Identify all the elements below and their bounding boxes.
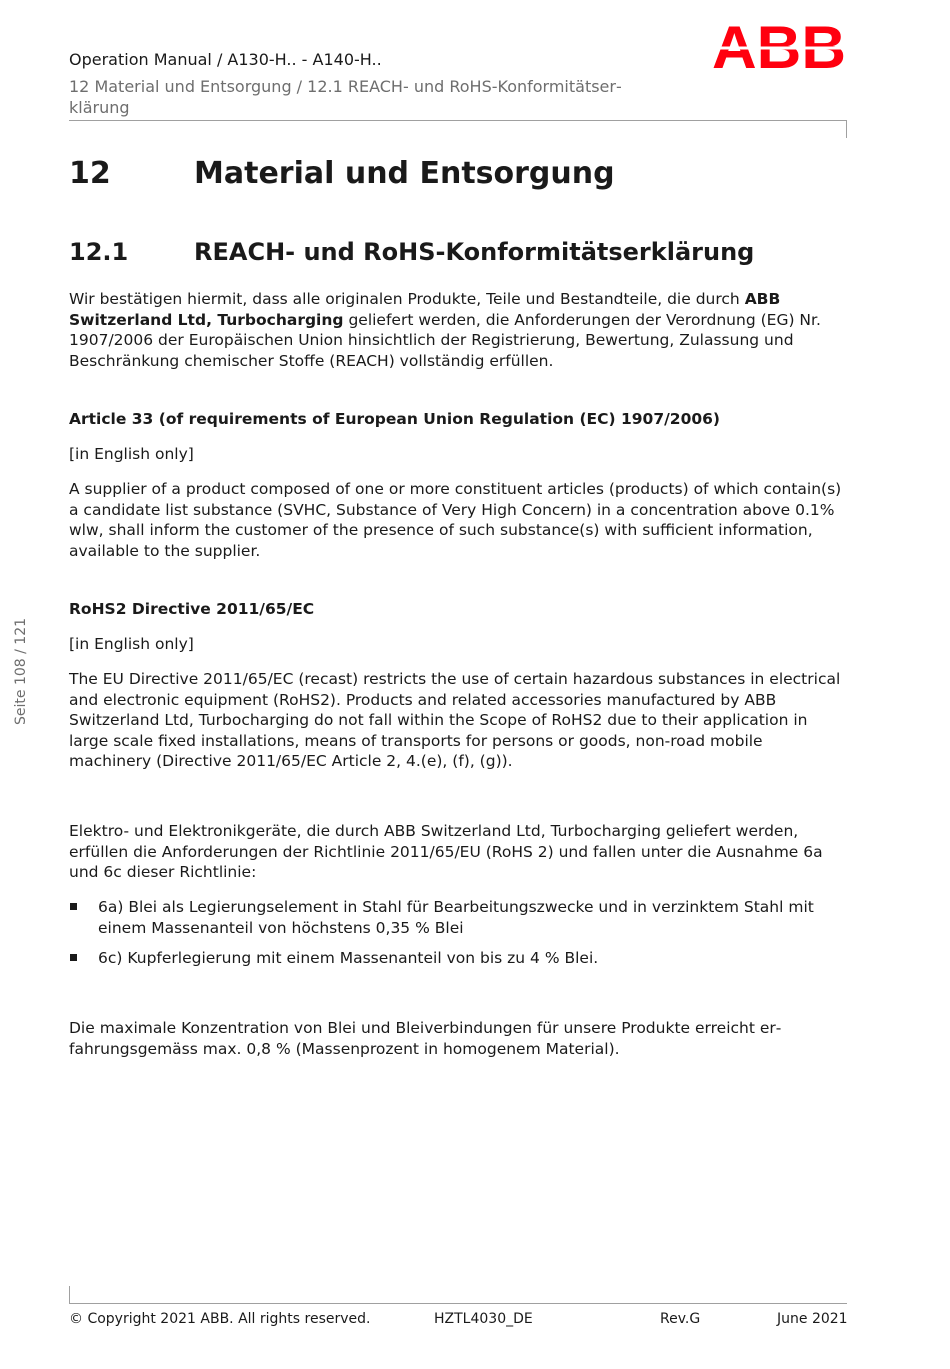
rohs-paragraph: The EU Directive 2011/65/EC (recast) restricts the use of certain hazardous substances in electrical and electronic equipment (RoHS2). Products and related accessories manufactured by ABB Switzerland Ltd, Turbocharging do not fall within the Scope of RoHS2 due to their application in large scale fixed installations, means of transports for persons or goods, non-road mobile machinery (Directive 2011/65/EC Article 2, 4.(e), (f), (g)). [69, 670, 841, 771]
intro-text-before: Wir bestätigen hiermit, dass alle originalen Produkte, Teile und Bestandteile, die durch [69, 290, 745, 308]
page-marker: Seite 108 / 121 [13, 617, 29, 725]
footer-date: June 2021 [777, 1311, 848, 1327]
header-divider-tick [846, 120, 847, 138]
bullet-icon [70, 954, 77, 961]
footer-doc-id: HZTL4030_DE [434, 1311, 533, 1327]
conclusion-paragraph: Die maximale Konzentration von Blei und Bleiverbindungen für unsere Produkte erreicht erfahrungsgemäss max. 0,8 % (Massenprozent in homogenem Material). [69, 1019, 782, 1058]
section-heading [69, 238, 754, 266]
chapter-title: Material und Entsorgung [194, 156, 615, 191]
header-breadcrumb: 12 Material und Entsorgung / 12.1 REACH- und RoHS-Konformitätserklärung [69, 77, 622, 117]
header-title: Operation Manual / A130-H.. - A140-H.. [69, 50, 382, 69]
elektro-paragraph: Elektro- und Elektronikgeräte, die durch ABB Switzerland Ltd, Turbocharging geliefert werden, erfüllen die Anforderungen der Richtlinie 2011/65/EU (RoHS 2) und fallen unter die Ausnahme 6a und 6c dieser Richtlinie: [69, 822, 823, 882]
rohs-heading: RoHS2 Directive 2011/65/EC [69, 600, 315, 618]
header-divider [69, 120, 847, 121]
section-title: REACH- und RoHS-Konformitätserklärung [194, 238, 755, 266]
intro-company: ABB Switzerland Ltd, Turbocharging [69, 290, 781, 329]
chapter-number: 12 [69, 156, 111, 191]
intro-paragraph [69, 289, 849, 371]
footer-revision: Rev.G [660, 1311, 701, 1327]
footer-copyright: © Copyright 2021 ABB. All rights reserved. [69, 1311, 371, 1327]
list-item [69, 897, 849, 938]
footer-divider-tick [69, 1286, 70, 1304]
list-item [69, 948, 849, 969]
rohs-note: [in English only] [69, 635, 194, 653]
intro-text-after: geliefert werden, die Anforderungen der Verordnung (EG) Nr. 1907/2006 der Europäischen Union hinsichtlich der Registrierung, Bewertung, Zulassung und Beschränkung chemischer Stoffe (REACH) vollständig erfüllen. [69, 310, 821, 370]
section-number: 12.1 [69, 238, 129, 266]
list-item-text: 6a) Blei als Legierungselement in Stahl für Bearbeitungszwecke und in verzinktem Stahl mit einem Massenanteil von höchstens 0,35 % Blei [98, 898, 814, 937]
footer-divider [69, 1303, 847, 1304]
article33-note: [in English only] [69, 445, 194, 463]
list-item-text: 6c) Kupferlegierung mit einem Massenanteil von bis zu 4 % Blei. [98, 949, 599, 967]
article33-heading: Article 33 (of requirements of European Union Regulation (EC) 1907/2006) [69, 410, 721, 428]
abb-logo-text: ABB [712, 22, 846, 70]
bullet-icon [70, 903, 77, 910]
article33-paragraph: A supplier of a product composed of one or more constituent articles (products) of which contain(s) a candidate list substance (SVHC, Substance of Very High Concern) in a concentration above 0.1% wlw, shall inform the customer of the presence of such substance(s) with sufficient information, available to the supplier. [69, 480, 842, 560]
abb-logo [712, 22, 846, 70]
chapter-heading [69, 156, 615, 191]
